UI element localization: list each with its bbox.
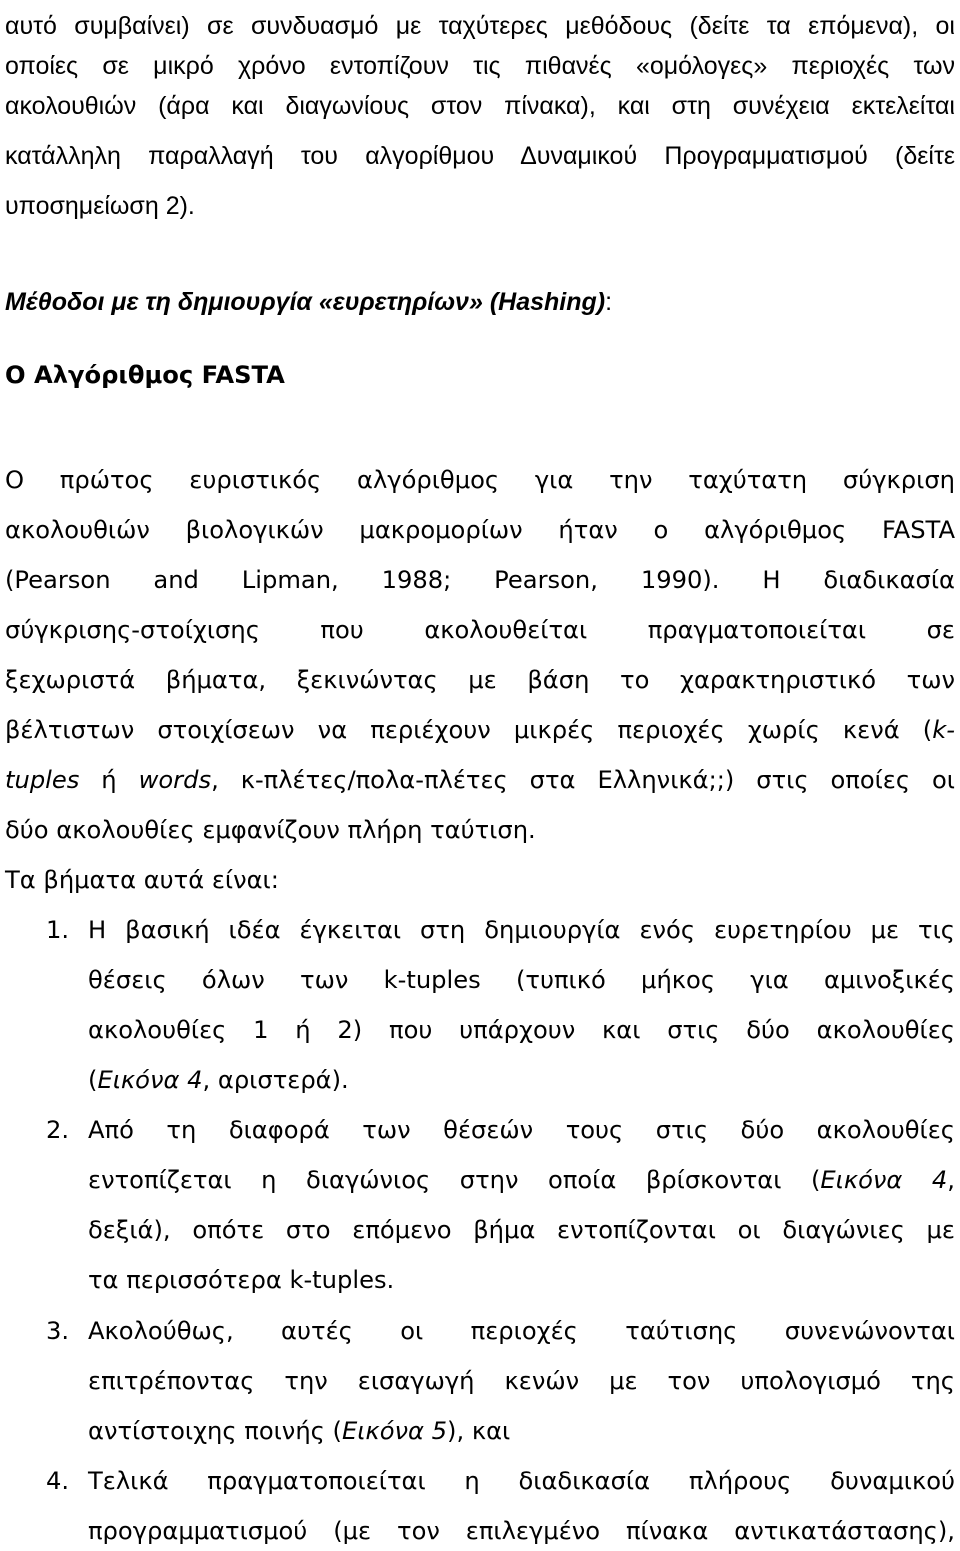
paragraph-line-2: ακολουθιών βιολογικών μακρομορίων ήταν ο αλγόριθμος FASTA: [5, 516, 955, 544]
step-2-line-4: τα περισσότερα k-tuples.: [88, 1266, 395, 1294]
term-tuples: tuples: [5, 766, 80, 794]
intro-line-5: υποσημείωση 2).: [5, 192, 195, 220]
step-1-line-1: Η βασική ιδέα έγκειται στη δημιουργία ενός ευρετηρίου με τις: [88, 916, 955, 944]
step-1-line-3: ακολουθίες 1 ή 2) που υπάρχουν και στις δύο ακολουθίες: [88, 1016, 955, 1044]
paragraph-line-3: (Pearson and Lipman, 1988; Pearson, 1990). Η διαδικασία: [5, 566, 955, 594]
figure-ref: Εικόνα 4: [820, 1166, 948, 1194]
step-1-line-2: θέσεις όλων των k-tuples (τυπικό μήκος για αμινοξικές: [88, 966, 955, 994]
step-1-line-4-post: , αριστερά).: [202, 1066, 349, 1094]
algorithm-title: Ο Αλγόριθμος FASTA: [5, 361, 285, 389]
step-3-line-3-post: ), και: [447, 1417, 511, 1445]
paragraph-line-6: [5, 710, 955, 750]
intro-line-4: κατάλληλη παραλλαγή του αλγορίθμου Δυναμικού Προγραμματισμού (δείτε: [5, 142, 955, 170]
step-3-line-2: επιτρέποντας την εισαγωγή κενών με τον υπολογισμό της: [88, 1367, 955, 1395]
figure-ref: Εικόνα 5: [341, 1417, 448, 1445]
section-heading-colon: :: [605, 288, 613, 316]
step-4-number: 4.: [46, 1467, 70, 1495]
term-words: words: [138, 766, 212, 794]
step-2-line-3: δεξιά), οπότε στο επόμενο βήμα εντοπίζονται οι διαγώνιες με: [88, 1216, 955, 1244]
paragraph-line-7-text: , κ-πλέτες/πολα-πλέτες στα Ελληνικά;;) στις οποίες οι: [211, 766, 955, 794]
paragraph-line-5: ξεχωριστά βήματα, ξεκινώντας με βάση το χαρακτηριστικό των: [5, 666, 955, 694]
step-3-line-3-pre: αντίστοιχης ποινής (: [88, 1417, 342, 1445]
step-1-number: 1.: [46, 916, 70, 944]
step-3-line-1: Ακολούθως, αυτές οι περιοχές ταύτισης συνενώνονται: [88, 1317, 955, 1345]
paragraph-line-6-text: βέλτιστων στοιχίσεων να περιέχουν μικρές περιοχές χωρίς κενά (: [5, 716, 933, 744]
step-3-line-3: [88, 1411, 955, 1451]
step-4-line-1: Τελικά πραγματοποιείται η διαδικασία πλήρους δυναμικού: [88, 1467, 955, 1495]
step-4-line-2: προγραμματισμού (με τον επιλεγμένο πίνακα αντικατάστασης),: [88, 1517, 955, 1545]
step-2-line-1: Από τη διαφορά των θέσεών τους στις δύο ακολουθίες: [88, 1116, 955, 1144]
paragraph-line-1: Ο πρώτος ευριστικός αλγόριθμος για την ταχύτατη σύγκριση: [5, 466, 955, 494]
step-1-line-4: [88, 1060, 955, 1100]
step-3-number: 3.: [46, 1317, 70, 1345]
step-2-line-2-post: ,: [947, 1166, 955, 1194]
paragraph-line-7-conj: ή: [79, 766, 139, 794]
intro-line-1: αυτό συμβαίνει) σε συνδυασμό με ταχύτερες μεθόδους (δείτε τα επόμενα), οι: [5, 12, 955, 40]
intro-line-2: οποίες σε μικρό χρόνο εντοπίζουν τις πιθανές «ομόλογες» περιοχές των: [5, 52, 955, 80]
paragraph-line-8: δύο ακολουθίες εμφανίζουν πλήρη ταύτιση.: [5, 816, 536, 844]
section-heading-text: Μέθοδοι με τη δημιουργία «ευρετηρίων» (Hashing): [5, 288, 606, 316]
paragraph-line-6-emph: k-: [932, 716, 955, 744]
figure-ref: Εικόνα 4: [97, 1066, 203, 1094]
paragraph-line-9: Τα βήματα αυτά είναι:: [5, 866, 279, 894]
section-heading: [5, 282, 955, 322]
step-1-line-4-pre: (: [88, 1066, 98, 1094]
step-2-line-2: [88, 1160, 955, 1200]
step-2-number: 2.: [46, 1116, 70, 1144]
intro-line-3: ακολουθιών (άρα και διαγωνίους στον πίνακα), και στη συνέχεια εκτελείται: [5, 92, 955, 120]
step-2-line-2-pre: εντοπίζεται η διαγώνιος στην οποία βρίσκονται (: [88, 1166, 821, 1194]
paragraph-line-7: [5, 760, 955, 800]
paragraph-line-4: σύγκρισης-στοίχισης που ακολουθείται πραγματοποιείται σε: [5, 616, 955, 644]
